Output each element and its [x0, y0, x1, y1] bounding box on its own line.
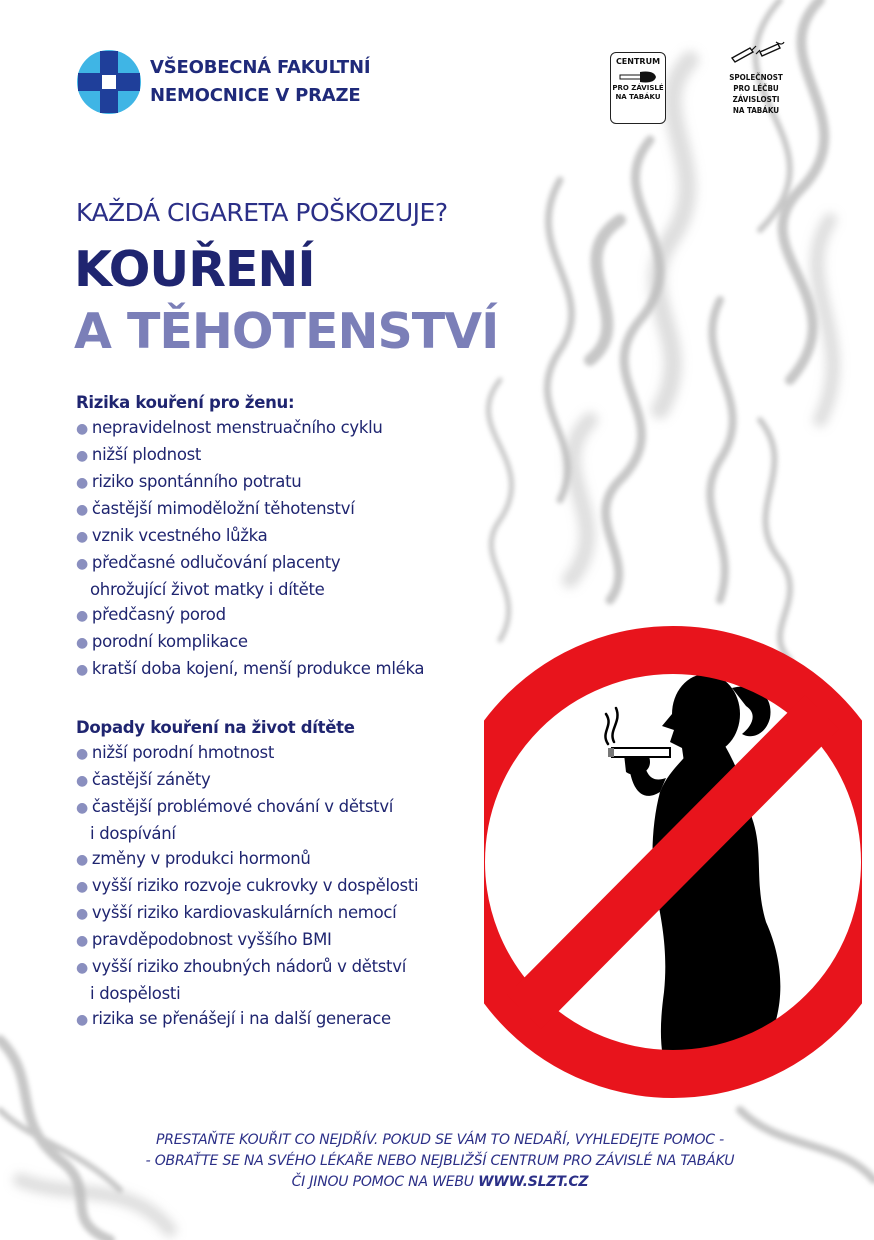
bullet-icon: ● — [76, 933, 88, 949]
bullet-icon: ● — [76, 852, 88, 868]
title-line-1: KOUŘENÍ — [74, 241, 315, 298]
list-item: ● vyšší riziko kardiovaskulárních nemocí — [76, 903, 397, 922]
slzt-line-3: ZÁVISLOSTI — [732, 95, 780, 104]
list-item: ● vyšší riziko rozvoje cukrovky v dospělosti — [76, 876, 419, 895]
list-item: ● rizika se přenášejí i na další generace — [76, 1009, 391, 1028]
bullet-icon: ● — [76, 556, 88, 572]
list-item: ● nepravidelnost menstruačního cyklu — [76, 418, 383, 437]
centrum-badge-title: CENTRUM — [615, 57, 661, 66]
list-item: ● riziko spontánního potratu — [76, 472, 302, 491]
list-item: ● kratší doba kojení, menší produkce mléka — [76, 659, 425, 678]
bullet-icon: ● — [76, 906, 88, 922]
bullet-icon: ● — [76, 635, 88, 651]
section-woman-heading: Rizika kouření pro ženu: — [76, 393, 295, 412]
bullet-icon: ● — [76, 773, 88, 789]
bullet-icon: ● — [76, 800, 88, 816]
section-child-heading: Dopady kouření na život dítěte — [76, 718, 355, 737]
list-item: ● pravděpodobnost vyššího BMI — [76, 930, 332, 949]
list-item: ● častější mimoděložní těhotenství — [76, 499, 355, 518]
bullet-icon: ● — [76, 421, 88, 437]
org-line-1: VŠEOBECNÁ FAKULTNÍ — [150, 57, 371, 78]
broken-cigarette-icon — [726, 40, 786, 64]
footer-line-1: PRESTAŇTE KOUŘIT CO NEJDŘÍV. POKUD SE VÁM TO NEDAŘÍ, VYHLEDEJTE POMOC - — [156, 1132, 724, 1148]
slzt-badge — [718, 40, 794, 126]
list-item: ● změny v produkci hormonů — [76, 849, 311, 868]
bullet-icon: ● — [76, 879, 88, 895]
kicker-question: KAŽDÁ CIGARETA POŠKOZUJE? — [76, 198, 448, 227]
list-item: ● porodní komplikace — [76, 632, 248, 651]
slzt-line-1: SPOLEČNOST — [729, 73, 783, 82]
list-item: ● častější záněty — [76, 770, 211, 789]
centrum-badge-line-1: PRO ZÁVISLÉ — [612, 84, 664, 92]
bullet-icon: ● — [76, 746, 88, 762]
footer-line-3: ČI JINOU POMOC NA WEBU WWW.SLZT.CZ — [291, 1174, 589, 1190]
list-item: ● nižší porodní hmotnost — [76, 743, 275, 762]
organization-name — [150, 54, 410, 110]
child-impact-list — [76, 740, 496, 1033]
bullet-icon: ● — [76, 1012, 88, 1028]
footer-notice — [60, 1130, 820, 1193]
bullet-icon: ● — [76, 475, 88, 491]
hand-cigarette-icon — [618, 70, 658, 84]
section-woman-risks — [76, 390, 496, 683]
centrum-badge-line-2: NA TABÁKU — [615, 93, 661, 101]
slzt-line-2: PRO LÉČBU — [733, 84, 779, 93]
list-item: ● předčasné odlučování placenty ohrožující život matky i dítěte — [76, 553, 341, 599]
slzt-line-4: NA TABÁKU — [732, 106, 780, 115]
woman-risk-list — [76, 415, 496, 683]
org-line-2: NEMOCNICE V PRAZE — [150, 85, 361, 106]
list-item: ● nižší plodnost — [76, 445, 202, 464]
bullet-icon: ● — [76, 448, 88, 464]
list-item: ● častější problémové chování v dětství i dospívání — [76, 797, 394, 843]
title-line-2: A TĚHOTENSTVÍ — [74, 303, 499, 360]
list-item: ● vyšší riziko zhoubných nádorů v dětství i dospělosti — [76, 957, 406, 1003]
bullet-icon: ● — [76, 608, 88, 624]
website-link[interactable]: WWW.SLZT.CZ — [478, 1174, 589, 1190]
section-child-impacts — [76, 715, 496, 1033]
centrum-badge — [610, 52, 666, 124]
no-smoking-pregnant-icon — [484, 622, 862, 1104]
list-item: ● předčasný porod — [76, 605, 226, 624]
bullet-icon: ● — [76, 529, 88, 545]
bullet-icon: ● — [76, 662, 88, 678]
bullet-icon: ● — [76, 502, 88, 518]
hospital-cross-logo-icon — [76, 49, 142, 115]
footer-line-2: - OBRAŤTE SE NA SVÉHO LÉKAŘE NEBO NEJBLIŽŠÍ CENTRUM PRO ZÁVISLÉ NA TABÁKU — [145, 1153, 735, 1169]
list-item: ● vznik vcestného lůžka — [76, 526, 268, 545]
bullet-icon: ● — [76, 960, 88, 976]
